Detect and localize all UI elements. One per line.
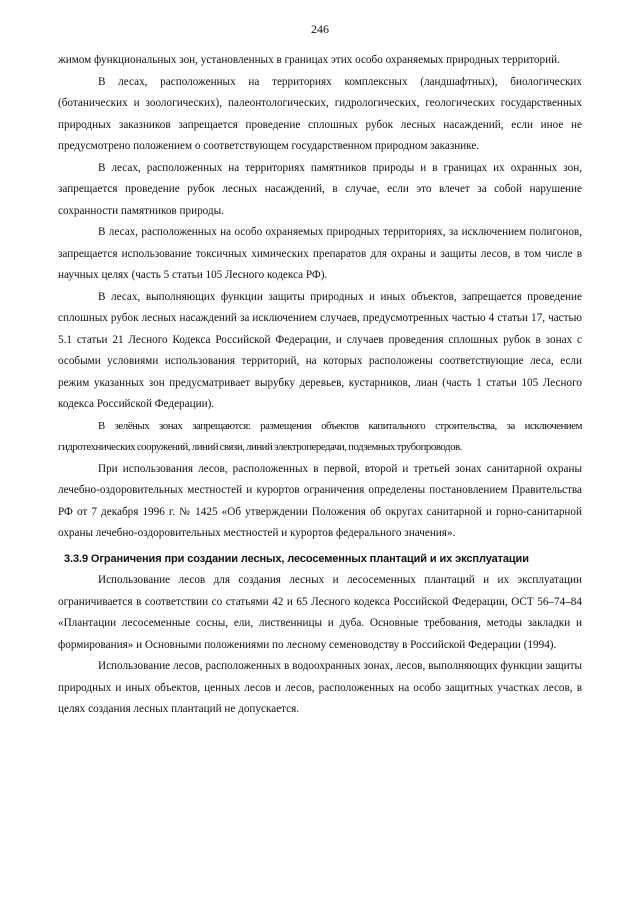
section-heading: 3.3.9 Ограничения при создании лесных, лесосеменных плантаций и их эксплуатации — [64, 552, 529, 565]
paragraph: Использование лесов для создания лесных и лесосеменных плантаций и их эксплуатации ограничивается в соответствии со статьями 42 и 65 Лесного кодекса Российской Федерации, ОСТ 56–74–84 «Плантации лесосеменные сосны, ели, лиственницы и дуба. Основные требования, методы закладки и формирования» и Основными положениями по лесному семеноводству в Российской Федерации (1994). — [58, 574, 582, 651]
paragraph: В лесах, расположенных на территориях памятников природы и в границах их охранных зон, запрещается проведение рубок лесных насаждений, в случае, если это влечет за собой нарушение сохранности памятников природы. — [58, 161, 582, 217]
page-body — [58, 50, 582, 721]
paragraph: Использование лесов, расположенных в водоохранных зонах, лесов, выполняющих функции защиты природных и иных объектов, ценных лесов и лесов, расположенных на особо защитных участках лесов, в целях создания лесных плантаций не допускается. — [58, 660, 582, 715]
paragraph: жимом функциональных зон, установленных в границах этих особо охраняемых природных территорий. — [58, 54, 560, 66]
paragraph: В лесах, выполняющих функции защиты природных и иных объектов, запрещается проведение сплошных рубок лесных насаждений за исключением случаев, предусмотренных частью 4 статьи 17, частью 5.1 статьи 21 Лесного Кодекса Российской Федерации, и случаев проведения сплошных рубок в зонах с особыми условиями использования территорий, на которых расположены соответствующие леса, если режим указанных зон предусматривает вырубку деревьев, кустарников, лиан (часть 1 статьи 105 Лесного кодекса Российской Федерации). — [58, 290, 582, 410]
paragraph: В лесах, расположенных на территориях комплексных (ландшафтных), биологических (ботанических и зоологических), палеонтологических, гидрологических, геологических государственных природных заказников запрещается проведение сплошных рубок лесных насаждений, если иное не предусмотрено положением о соответствующем государственном природном заказнике. — [58, 75, 582, 152]
page-number: 246 — [311, 22, 329, 36]
paragraph: В лесах, расположенных на особо охраняемых природных территориях, за исключением полигонов, запрещается использование токсичных химических препаратов для охраны и защиты лесов, в том числе в научных целях (часть 5 статьи 105 Лесного кодекса РФ). — [58, 226, 582, 281]
paragraph: При использования лесов, расположенных в первой, второй и третьей зонах санитарной охраны лечебно-оздоровительных местностей и курортов ограничения определены постановлением Правительства РФ от 7 декабря 1996 г. № 1425 «Об утверждении Положения об округах санитарной и горно-санитарной охраны лечебно-оздоровительных местностей и курортов федерального значения». — [58, 462, 582, 539]
paragraph: В зелёных зонах запрещаются: размещения объектов капитального строительства, за исключением гидротехнических сооружений, линий связи, линий электропередачи, подземных трубопроводов. — [58, 419, 582, 453]
